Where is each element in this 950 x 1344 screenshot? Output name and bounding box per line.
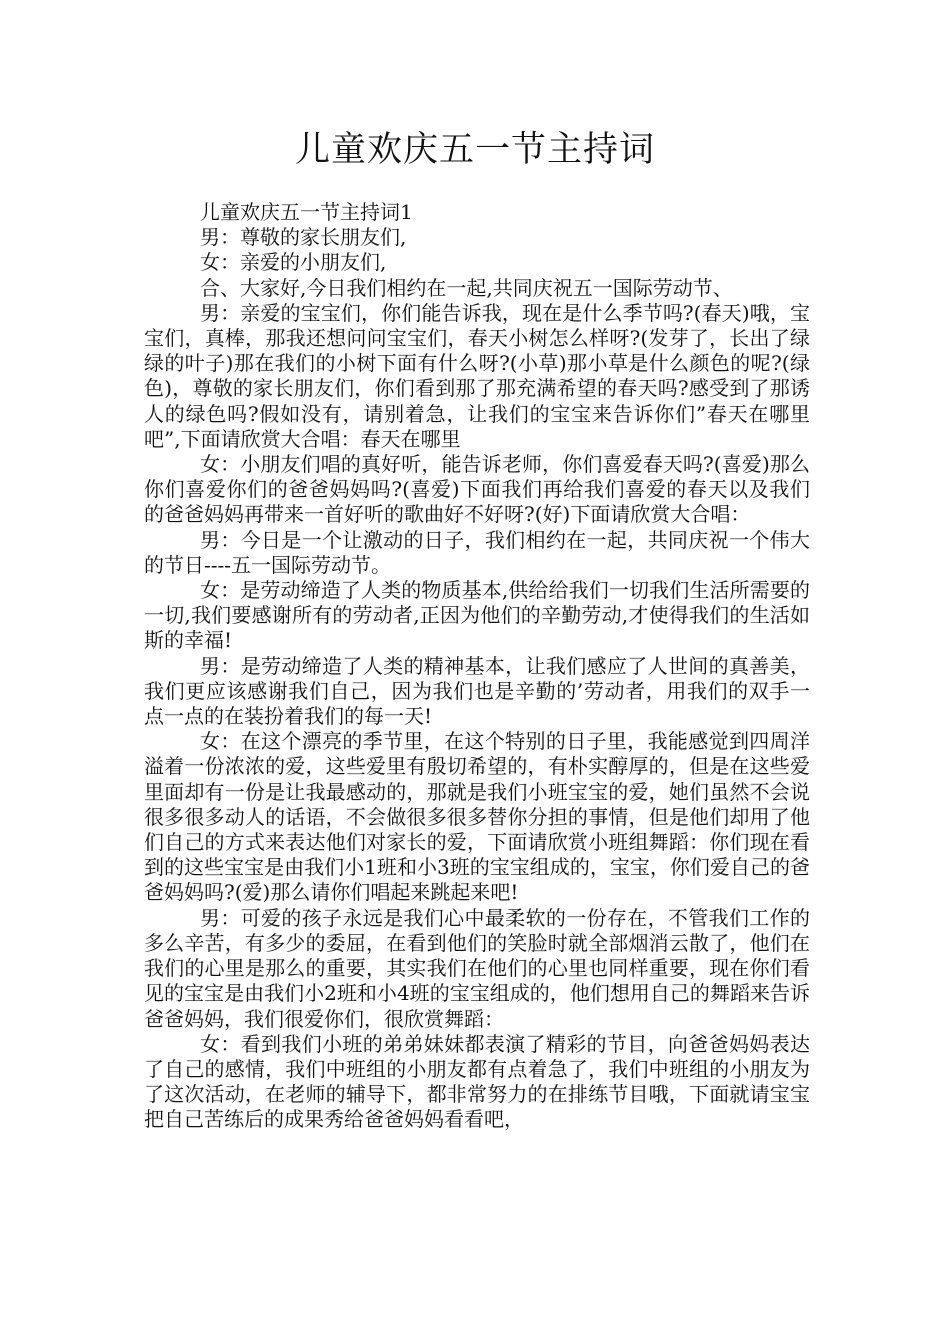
paragraph: 女：看到我们小班的弟弟妹妹都表演了精彩的节目，向爸爸妈妈表达了自己的感情，我们中班组的小朋友都有点着急了，我们中班组的小朋友为了这次活动，在老师的辅导下，都非常努力的在排练节目哦，下面就请宝宝把自己苦练后的成果秀给爸爸妈妈看看吧， xyxy=(144,1031,810,1132)
paragraph: 合、大家好,今日我们相约在一起,共同庆祝五一国际劳动节、 xyxy=(200,275,733,300)
paragraph: 男：今日是一个让激动的日子，我们相约在一起，共同庆祝一个伟大的节日----五一国际劳动节。 xyxy=(144,527,810,577)
paragraph: 女：小朋友们唱的真好听，能告诉老师，你们喜爱春天吗?(喜爱)那么你们喜爱你们的爸爸妈妈吗?(喜爱)下面我们再给我们喜爱的春天以及我们的爸爸妈妈再带来一首好听的歌曲好不好呀?(好)下面请欣赏大合唱： xyxy=(144,452,810,527)
paragraph: 女：是劳动缔造了人类的物质基本,供给给我们一切我们生活所需要的一切,我们要感谢所有的劳动者,正因为他们的辛勤劳动,才使得我们的生活如斯的幸福! xyxy=(144,578,810,653)
document-body xyxy=(144,200,810,1133)
paragraph: 男：亲爱的宝宝们，你们能告诉我，现在是什么季节吗?(春天)哦，宝宝们，真棒，那我还想问问宝宝们，春天小树怎么样呀?(发芽了，长出了绿绿的叶子)那在我们的小树下面有什么呀?(小草)那小草是什么颜色的呢?(绿色)，尊敬的家长朋友们，你们看到那了那充满希望的春天吗?感受到了那诱人的绿色吗?假如没有，请别着急，让我们的宝宝来告诉你们”春天在哪里吧”,下面请欣赏大合唱：春天在哪里 xyxy=(144,300,810,451)
document-title: 儿童欢庆五一节主持词 xyxy=(294,130,655,170)
paragraph: 男：尊敬的家长朋友们, xyxy=(200,225,407,250)
paragraph: 女：在这个漂亮的季节里，在这个特别的日子里，我能感觉到四周洋溢着一份浓浓的爱，这些爱里有殷切希望的，有朴实醇厚的，但是在这些爱里面却有一份是让我最感动的，那就是我们小班宝宝的爱，她们虽然不会说很多很多动人的话语，不会做很多很多替你分担的事情，但是他们却用了他们自己的方式来表达他们对家长的爱，下面请欣赏小班组舞蹈：你们现在看到的这些宝宝是由我们小1班和小3班的宝宝组成的，宝宝，你们爱自己的爸爸妈妈吗?(爱)那么请你们唱起来跳起来吧! xyxy=(144,729,810,905)
paragraph: 男：可爱的孩子永远是我们心中最柔软的一份存在，不管我们工作的多么辛苦，有多少的委屈，在看到他们的笑脸时就全部烟消云散了，他们在我们的心里是那么的重要，其实我们在他们的心里也同样重要，现在你们看见的宝宝是由我们小2班和小4班的宝宝组成的，他们想用自己的舞蹈来告诉爸爸妈妈，我们很爱你们，很欣赏舞蹈： xyxy=(144,905,810,1031)
paragraph: 儿童欢庆五一节主持词1 xyxy=(200,200,413,224)
paragraph: 男：是劳动缔造了人类的精神基本，让我们感应了人世间的真善美，我们更应该感谢我们自己，因为我们也是辛勤的’劳动者，用我们的双手一点一点的在装扮着我们的每一天! xyxy=(144,653,810,729)
paragraph: 女：亲爱的小朋友们, xyxy=(200,250,387,275)
